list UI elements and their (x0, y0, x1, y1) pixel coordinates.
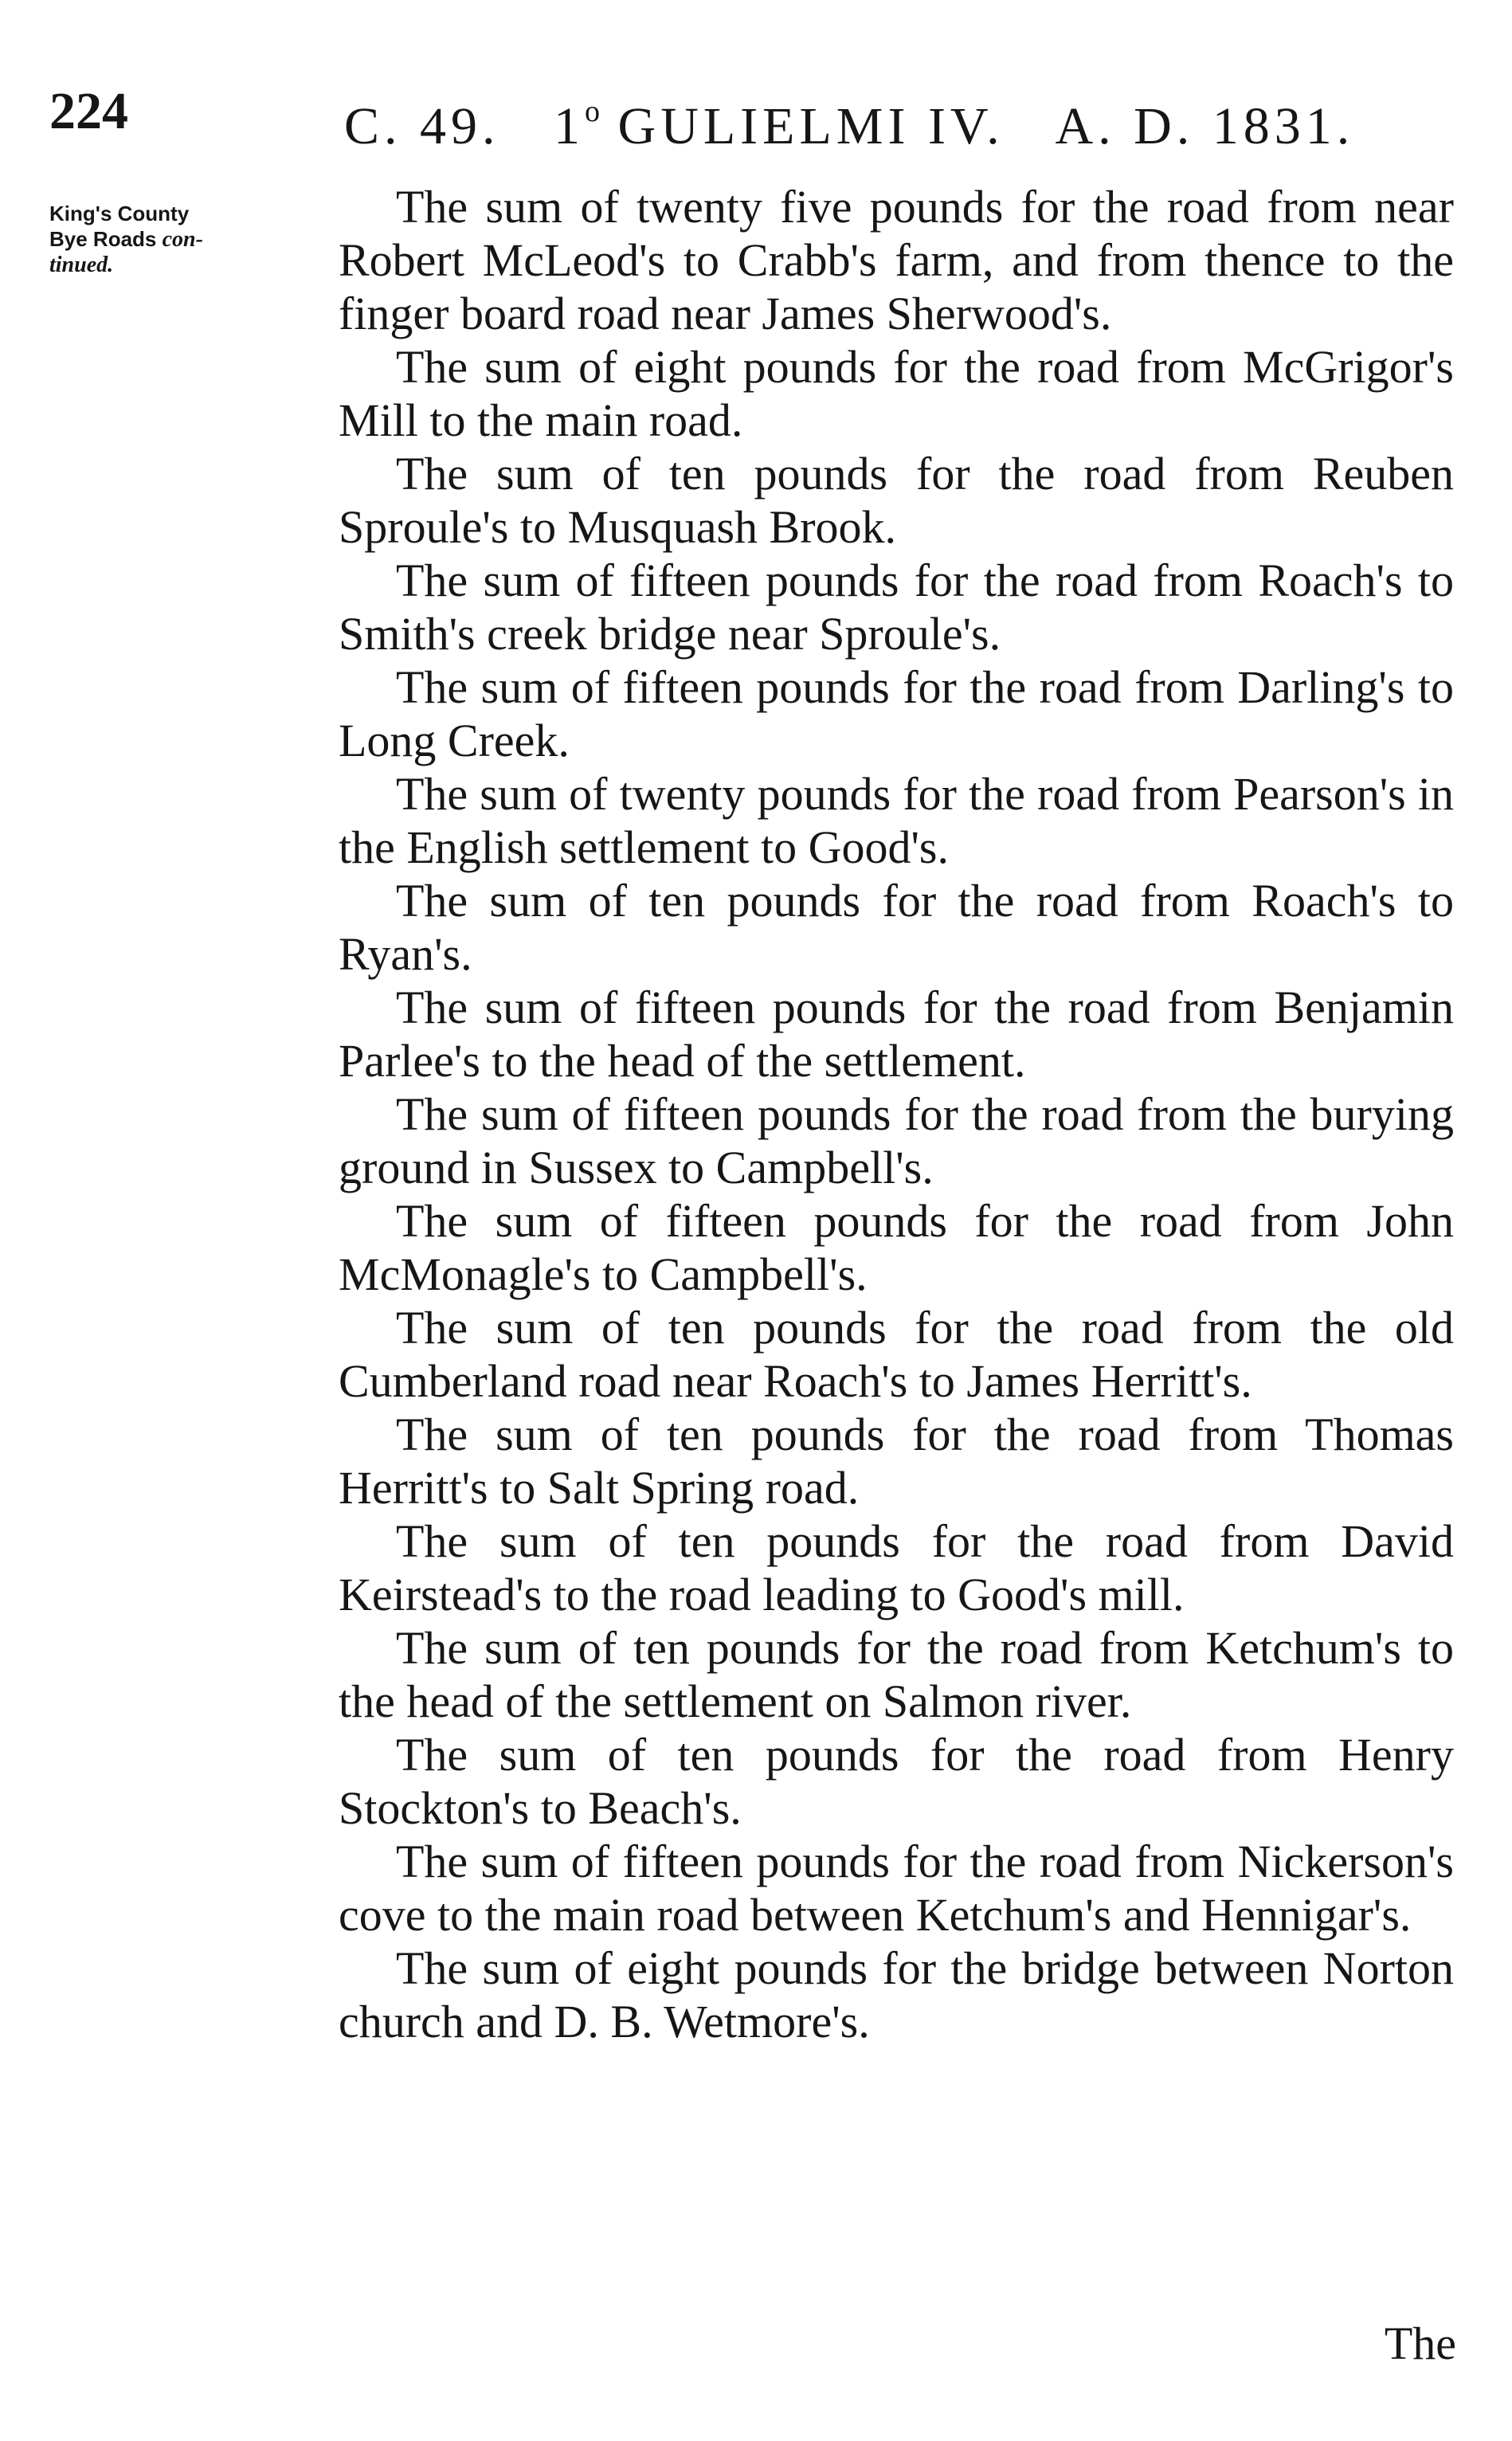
paragraph: The sum of ten pounds for the road from David Keirstead's to the road leading to Good's mill. (339, 1515, 1454, 1620)
paragraph: The sum of ten pounds for the road from Ketchum's to the head of the settlement on Salmon river. (339, 1622, 1454, 1727)
paragraph: The sum of eight pounds for the bridge between Norton church and D. B. Wetmore's. (339, 1942, 1454, 2047)
margin-note (49, 201, 320, 278)
margin-note-italic: tinued. (49, 253, 114, 277)
regnal-year-suffix: o (585, 95, 601, 128)
paragraph: The sum of twenty pounds for the road from Pearson's in the English settlement to Good's. (339, 768, 1454, 873)
paragraph: The sum of twenty five pounds for the road from near Robert McLeod's to Crabb's farm, and from thence to the finger board road near James Sherwood's. (339, 181, 1454, 339)
page-number: 224 (49, 82, 128, 140)
paragraph: The sum of fifteen pounds for the road from John McMonagle's to Campbell's. (339, 1195, 1454, 1300)
era-label: A. D. (1055, 97, 1195, 155)
catchword: The (1384, 2318, 1456, 2369)
chapter-number: C. 49. (344, 97, 500, 155)
paragraph: The sum of eight pounds for the road from McGrigor's Mill to the main road. (339, 341, 1454, 446)
paragraph: The sum of fifteen pounds for the road from Benjamin Parlee's to the head of the settlement. (339, 981, 1454, 1087)
paragraph: The sum of ten pounds for the road from the old Cumberland road near Roach's to James Herritt's. (339, 1302, 1454, 1407)
margin-note-line (49, 226, 320, 253)
paragraph: The sum of ten pounds for the road from Reuben Sproule's to Musquash Brook. (339, 448, 1454, 553)
regnal-year: 1 (554, 97, 586, 155)
paragraph: The sum of ten pounds for the road from Thomas Herritt's to Salt Spring road. (339, 1409, 1454, 1514)
paragraph: The sum of fifteen pounds for the road from the burying ground in Sussex to Campbell's. (339, 1088, 1454, 1193)
margin-note-italic: con- (162, 227, 203, 252)
monarch-name: GULIELMI IV. (617, 97, 1005, 155)
paragraph: The sum of fifteen pounds for the road from Nickerson's cove to the main road between Ketchum's and Hennigar's. (339, 1836, 1454, 1941)
paragraph: The sum of ten pounds for the road from Henry Stockton's to Beach's. (339, 1729, 1454, 1834)
running-header (49, 76, 1450, 155)
margin-note-line: King's County (49, 202, 190, 225)
paragraph: The sum of ten pounds for the road from Roach's to Ryan's. (339, 875, 1454, 980)
body-text (339, 180, 1454, 2048)
paragraph: The sum of fifteen pounds for the road from Roach's to Smith's creek bridge near Sproule's. (339, 554, 1454, 660)
running-head-title (344, 76, 1354, 163)
paragraph: The sum of fifteen pounds for the road from Darling's to Long Creek. (339, 661, 1454, 766)
margin-note-text: Bye Roads (49, 227, 163, 251)
year: 1831. (1212, 97, 1355, 155)
